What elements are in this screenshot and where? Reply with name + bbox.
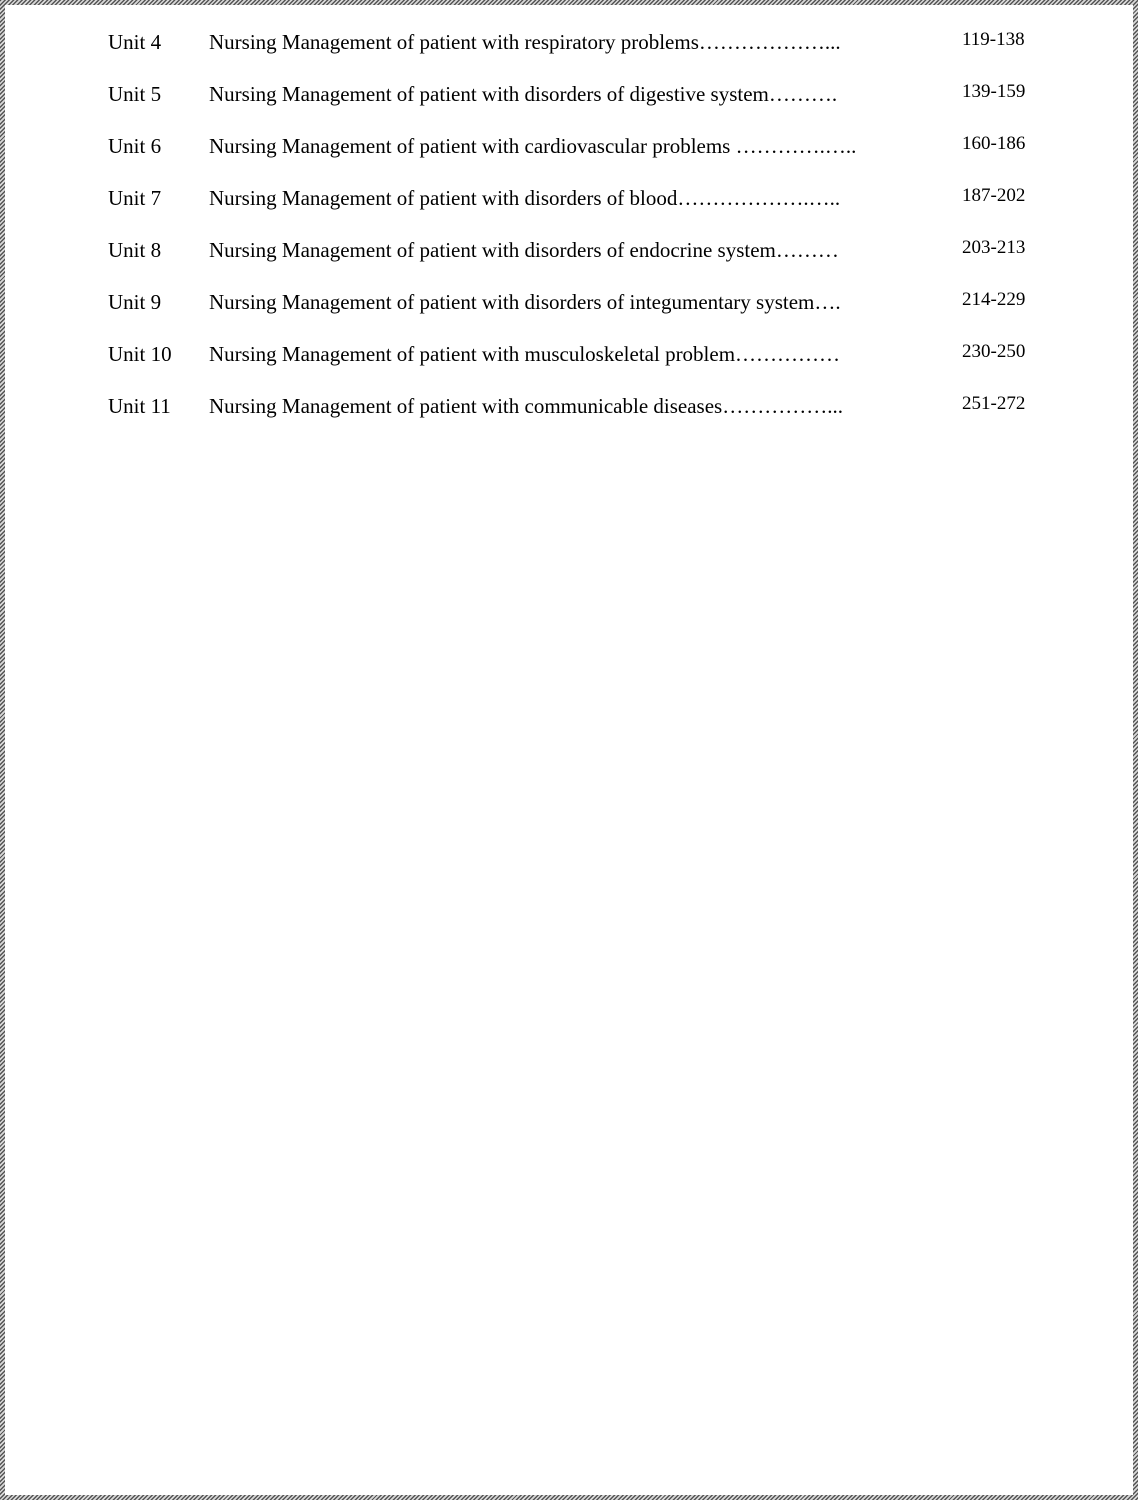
toc-unit-label: Unit 6 xyxy=(108,134,162,158)
toc-unit-label: Unit 5 xyxy=(108,82,162,106)
toc-page-range: 251-272 xyxy=(962,393,1026,414)
toc-unit-label: Unit 9 xyxy=(108,290,162,314)
toc-entry-unit-10[interactable] xyxy=(5,339,1133,369)
toc-unit-label: Unit 10 xyxy=(108,342,172,366)
toc-page-range: 187-202 xyxy=(962,185,1026,206)
toc-entry-title: Nursing Management of patient with cardiovascular problems ………….….. xyxy=(209,134,857,158)
toc-page-range: 139-159 xyxy=(962,81,1026,102)
toc-entry-title: Nursing Management of patient with musculoskeletal problem…………… xyxy=(209,342,841,366)
toc-entry-title: Nursing Management of patient with disorders of integumentary system…. xyxy=(209,290,841,314)
toc-entry-unit-6[interactable] xyxy=(5,131,1133,161)
document-page xyxy=(5,5,1133,1495)
toc-page-range: 230-250 xyxy=(962,341,1026,362)
toc-entry-title: Nursing Management of patient with disorders of digestive system………. xyxy=(209,82,838,106)
toc-entry-title: Nursing Management of patient with respiratory problems………………... xyxy=(209,30,841,54)
toc-unit-label: Unit 11 xyxy=(108,394,171,418)
toc-entry-title: Nursing Management of patient with disorders of endocrine system……… xyxy=(209,238,839,262)
toc-page-range: 119-138 xyxy=(962,29,1025,50)
toc-page-range: 160-186 xyxy=(962,133,1026,154)
toc-page-range: 214-229 xyxy=(962,289,1026,310)
toc-unit-label: Unit 7 xyxy=(108,186,162,210)
toc-entry-unit-7[interactable] xyxy=(5,183,1133,213)
toc-entry-title: Nursing Management of patient with communicable diseases……………... xyxy=(209,394,843,418)
toc-entry-unit-4[interactable] xyxy=(5,27,1133,57)
toc-page-range: 203-213 xyxy=(962,237,1026,258)
toc-entry-unit-5[interactable] xyxy=(5,79,1133,109)
toc-unit-label: Unit 4 xyxy=(108,30,162,54)
toc-entry-title: Nursing Management of patient with disorders of blood……………….….. xyxy=(209,186,841,210)
toc-unit-label: Unit 8 xyxy=(108,238,162,262)
toc-entry-unit-11[interactable] xyxy=(5,391,1133,421)
toc-entry-unit-8[interactable] xyxy=(5,235,1133,265)
toc-entry-unit-9[interactable] xyxy=(5,287,1133,317)
